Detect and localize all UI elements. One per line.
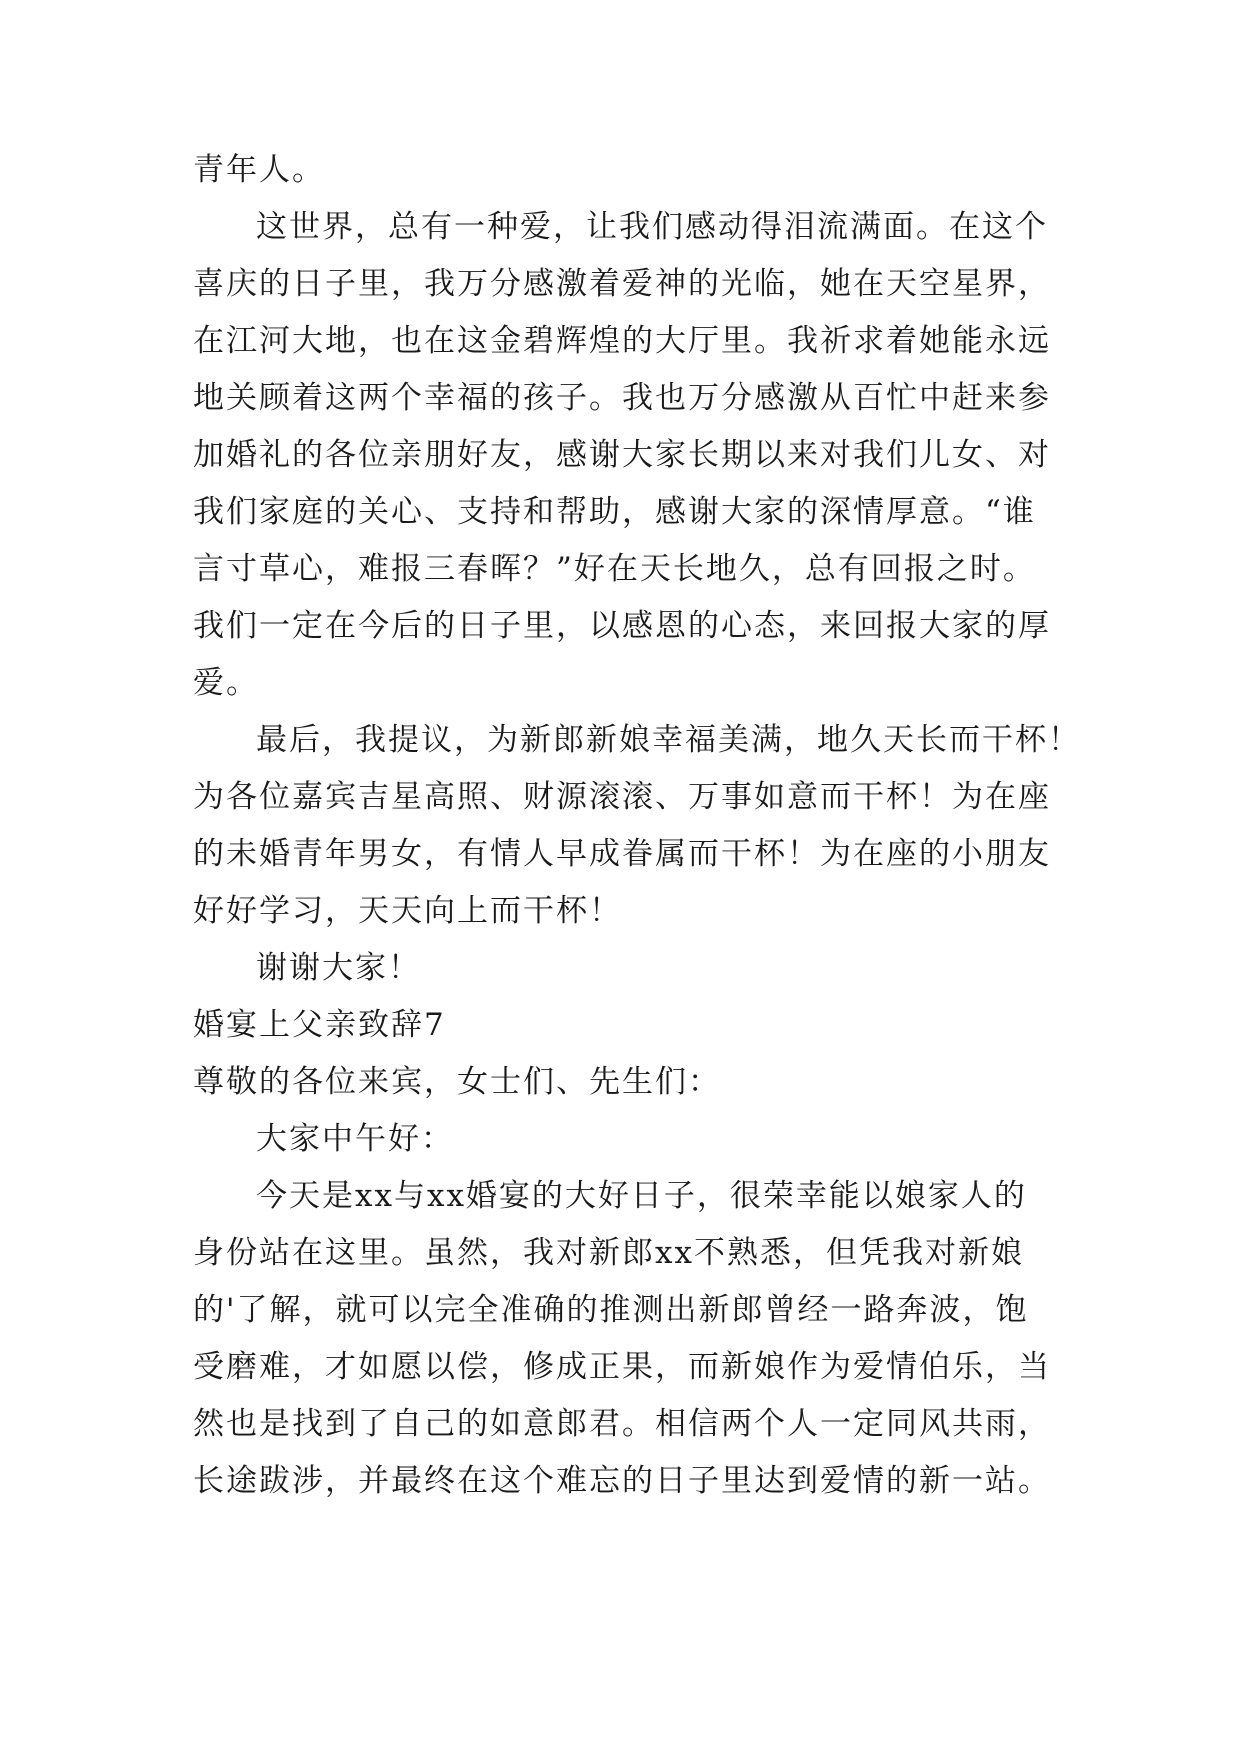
text-line: 长途跋涉，并最终在这个难忘的日子里达到爱情的新一站。 [193,1463,1051,1499]
text-line: 好好学习，天天向上而干杯！ [193,893,622,929]
text-line: 的'了解，就可以完全准确的推测出新郎曾经一路奔波，饱 [193,1292,1029,1328]
text-line: 我们家庭的关心、支持和帮助，感谢大家的深情厚意。“谁 [193,494,1036,530]
paragraph-start: 今天是xx与xx婚宴的大好日子，很荣幸能以娘家人的 [256,1178,1027,1214]
text-line: 喜庆的日子里，我万分感激着爱神的光临，她在天空星界， [193,266,1051,302]
salutation: 尊敬的各位来宾，女士们、先生们： [193,1064,721,1100]
section-title: 婚宴上父亲致辞7 [193,1007,446,1043]
text-line: 在江河大地，也在这金碧辉煌的大厅里。我祈求着她能永远 [193,323,1051,359]
text-line: 爱。 [193,665,259,701]
paragraph-start: 这世界，总有一种爱，让我们感动得泪流满面。在这个 [256,209,1048,245]
text-line: 言寸草心，难报三春晖？”好在天长地久，总有回报之时。 [193,551,1036,587]
text-line: 加婚礼的各位亲朋好友，感谢大家长期以来对我们儿女、对 [193,437,1051,473]
text-line: 的未婚青年男女，有情人早成眷属而干杯！为在座的小朋友 [193,836,1051,872]
text-line: 为各位嘉宾吉星高照、财源滚滚、万事如意而干杯！为在座 [193,779,1051,815]
paragraph-start: 最后，我提议，为新郎新娘幸福美满，地久天长而干杯！ [256,722,1081,758]
text-line: 然也是找到了自己的如意郎君。相信两个人一定同风共雨， [193,1406,1051,1442]
text-line: 受磨难，才如愿以偿，修成正果，而新娘作为爱情伯乐，当 [193,1349,1051,1385]
paragraph-start: 谢谢大家！ [256,950,421,986]
text-line: 地关顾着这两个幸福的孩子。我也万分感激从百忙中赶来参 [193,380,1051,416]
text-line: 身份站在这里。虽然，我对新郎xx不熟悉，但凭我对新娘 [193,1235,1024,1271]
text-line: 青年人。 [193,152,325,188]
greeting: 大家中午好： [256,1121,454,1157]
text-line: 我们一定在今后的日子里，以感恩的心态，来回报大家的厚 [193,608,1051,644]
